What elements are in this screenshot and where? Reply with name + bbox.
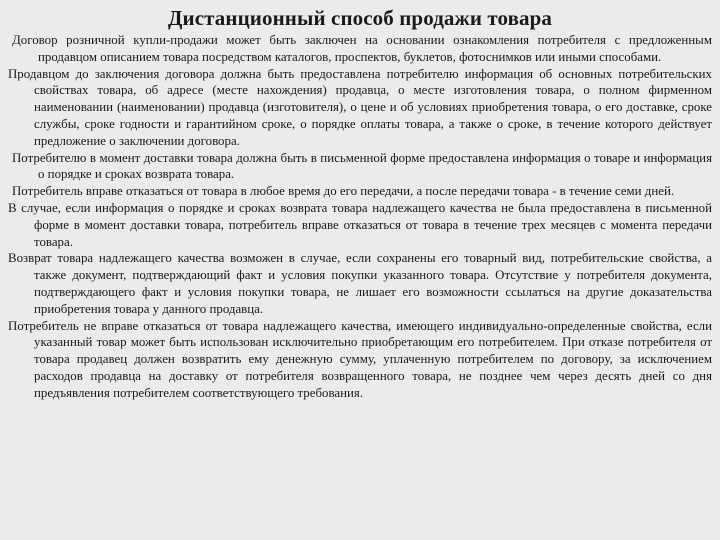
slide-title: Дистанционный способ продажи товара	[167, 6, 553, 30]
paragraph: Договор розничной купли-продажи может быть заключен на основании ознакомления потребителя с предложенным продавцом описанием товара посредством каталогов, проспектов, буклетов, фотоснимков или иными способами.	[12, 33, 712, 64]
paragraph: В случае, если информация о порядке и сроках возврата товара надлежащего качества не была предоставлена в письменной форме в момент доставки товара, потребитель вправе отказаться от товара в течение трех месяцев с момента передачи товара.	[8, 200, 712, 249]
paragraph: Потребитель не вправе отказаться от товара надлежащего качества, имеющего индивидуально-определенные свойства, если указанный товар может быть использован исключительно приобретающим его потребителем. При отказе потребителя от товара продавец должен возвратить ему денежную сумму, уплаченную потребителем по договору, за исключением расходов продавца на доставку от потребителя возвращенного товара, не позднее чем через десять дней со дня предъявления потребителем соответствующего требования.	[8, 318, 712, 400]
paragraph: Возврат товара надлежащего качества возможен в случае, если сохранены его товарный вид, потребительские свойства, а также документ, подтверждающий факт и условия покупки указанного товара. Отсутствие у потребителя документа, подтверждающего факт и условия покупки товара, не лишает его возможности ссылаться на другие доказательства приобретения товара у данного продавца.	[8, 251, 712, 316]
paragraph: Потребитель вправе отказаться от товара в любое время до его передачи, а после передачи товара - в течение семи дней.	[12, 184, 675, 199]
paragraph: Потребителю в момент доставки товара должна быть в письменной форме предоставлена информация о товаре и информация о порядке и сроках возврата товара.	[12, 150, 712, 182]
paragraph: Продавцом до заключения договора должна быть предоставлена потребителю информация об основных потребительских свойствах товара, об адресе (месте нахождения) продавца, о месте изготовления товара, о полном фирменном наименовании (наименовании) продавца (изготовителя), о цене и об условиях приобретения товара, о его доставке, сроке службы, сроке годности и гарантийном сроке, о порядке оплаты товара, а также о сроке, в течение которого действует предложение о заключении договора.	[8, 66, 712, 148]
